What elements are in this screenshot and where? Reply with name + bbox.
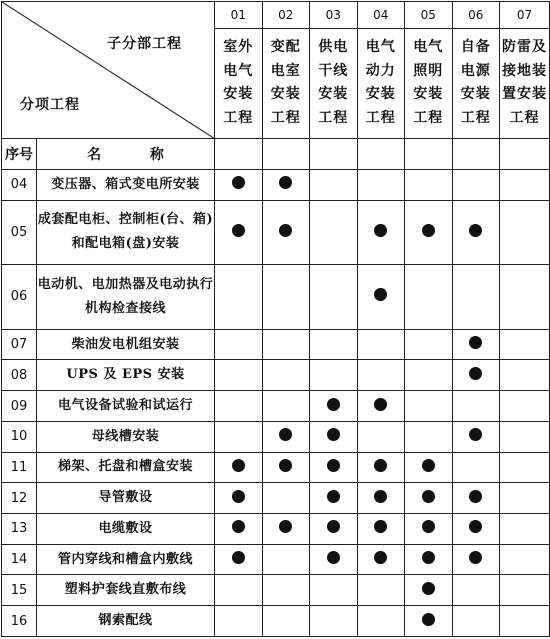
row-name: 导管敷设: [37, 483, 215, 514]
mark-cell-07: [500, 265, 550, 330]
mark-cell-01: [215, 421, 263, 452]
mark-cell-01: [215, 329, 263, 360]
column-name-line: 接地装: [502, 62, 547, 79]
column-name-line: 工程: [509, 109, 540, 126]
label-row-empty-cell: [215, 139, 263, 170]
filled-dot-icon: [232, 520, 245, 533]
filled-dot-icon: [374, 520, 387, 533]
row-seq: 04: [2, 169, 37, 200]
mark-cell-01: [215, 200, 263, 265]
column-name-line: 供电: [318, 39, 349, 56]
filled-dot-icon: [469, 490, 482, 503]
mark-cell-04: [357, 200, 405, 265]
filled-dot-icon: [232, 551, 245, 564]
mark-cell-06: [452, 391, 500, 422]
column-code-03: 03: [310, 2, 358, 29]
mark-cell-06: [452, 265, 500, 330]
column-code-06: 06: [452, 2, 500, 29]
mark-cell-01: [215, 514, 263, 545]
column-name-07: [500, 28, 550, 139]
name-column-label: [37, 139, 215, 170]
filled-dot-icon: [422, 520, 435, 533]
row-name: 电气设备试验和试运行: [37, 391, 215, 422]
mark-cell-05: [405, 169, 453, 200]
mark-cell-04: [357, 514, 405, 545]
mark-cell-07: [500, 514, 550, 545]
mark-cell-05: [405, 452, 453, 483]
mark-cell-04: [357, 329, 405, 360]
mark-cell-05: [405, 360, 453, 391]
mark-cell-06: [452, 606, 500, 637]
column-name-line: 动力: [365, 62, 396, 79]
column-name-line: 工程: [270, 109, 301, 126]
filled-dot-icon: [232, 176, 245, 189]
mark-cell-04: [357, 483, 405, 514]
mark-cell-03: [310, 329, 358, 360]
filled-dot-icon: [469, 224, 482, 237]
column-name-line: 电气: [413, 39, 444, 56]
column-name-03: [310, 28, 358, 139]
table-row: [2, 169, 550, 200]
filled-dot-icon: [422, 459, 435, 472]
filled-dot-icon: [374, 288, 387, 301]
row-name: 母线槽安装: [37, 421, 215, 452]
mark-cell-06: [452, 575, 500, 606]
column-name-line: 工程: [223, 109, 254, 126]
filled-dot-icon: [469, 520, 482, 533]
mark-cell-02: [262, 483, 310, 514]
row-seq: 08: [2, 360, 37, 391]
table-row: [2, 360, 550, 391]
table-row: [2, 265, 550, 330]
mark-cell-05: [405, 329, 453, 360]
filled-dot-icon: [232, 490, 245, 503]
row-seq: 09: [2, 391, 37, 422]
filled-dot-icon: [279, 520, 292, 533]
filled-dot-icon: [374, 490, 387, 503]
sub-item-label: 分项工程: [20, 97, 80, 113]
table-row: [2, 200, 550, 265]
column-name-line: 安装: [460, 86, 491, 103]
mark-cell-03: [310, 452, 358, 483]
mark-cell-03: [310, 514, 358, 545]
mark-cell-07: [500, 329, 550, 360]
label-row-empty-cell: [500, 139, 550, 170]
filled-dot-icon: [469, 551, 482, 564]
mark-cell-06: [452, 360, 500, 391]
column-name-line: 室外: [223, 39, 254, 56]
mark-cell-06: [452, 514, 500, 545]
column-name-lines: [310, 36, 357, 130]
filled-dot-icon: [279, 224, 292, 237]
diagonal-header-cell: [2, 2, 215, 139]
label-row-empty-cell: [310, 139, 358, 170]
table-row: [2, 329, 550, 360]
mark-cell-02: [262, 452, 310, 483]
mark-cell-01: [215, 169, 263, 200]
header-code-row: [2, 2, 550, 29]
mark-cell-06: [452, 452, 500, 483]
row-seq: 13: [2, 514, 37, 545]
mark-cell-04: [357, 575, 405, 606]
mark-cell-06: [452, 169, 500, 200]
filled-dot-icon: [374, 459, 387, 472]
mark-cell-04: [357, 421, 405, 452]
table-row: [2, 391, 550, 422]
column-name-05: [405, 28, 453, 139]
filled-dot-icon: [422, 551, 435, 564]
row-seq: 16: [2, 606, 37, 637]
column-name-line: 自备: [460, 39, 491, 56]
filled-dot-icon: [327, 490, 340, 503]
mark-cell-01: [215, 544, 263, 575]
mark-cell-02: [262, 514, 310, 545]
table-row: [2, 421, 550, 452]
mark-cell-06: [452, 329, 500, 360]
column-name-line: 电室: [270, 62, 301, 79]
filled-dot-icon: [422, 613, 435, 626]
column-name-line: 电气: [223, 62, 254, 79]
row-name: 管内穿线和槽盒内敷线: [37, 544, 215, 575]
name-column-label-text: 名 称: [87, 147, 186, 164]
column-name-lines: [358, 36, 405, 130]
filled-dot-icon: [279, 459, 292, 472]
row-seq: 05: [2, 200, 37, 265]
mark-cell-02: [262, 329, 310, 360]
mark-cell-03: [310, 606, 358, 637]
label-row-empty-cell: [357, 139, 405, 170]
filled-dot-icon: [422, 582, 435, 595]
table-row: [2, 544, 550, 575]
mark-cell-02: [262, 575, 310, 606]
filled-dot-icon: [279, 176, 292, 189]
row-seq: 06: [2, 265, 37, 330]
mark-cell-01: [215, 452, 263, 483]
mark-cell-05: [405, 514, 453, 545]
column-code-04: 04: [357, 2, 405, 29]
mark-cell-07: [500, 544, 550, 575]
column-name-line: 电源: [460, 62, 491, 79]
mark-cell-06: [452, 544, 500, 575]
mark-cell-01: [215, 391, 263, 422]
mark-cell-03: [310, 391, 358, 422]
mark-cell-07: [500, 483, 550, 514]
filled-dot-icon: [327, 428, 340, 441]
mark-cell-07: [500, 606, 550, 637]
filled-dot-icon: [469, 367, 482, 380]
mark-cell-05: [405, 391, 453, 422]
seq-column-label: 序号: [2, 139, 37, 170]
mark-cell-02: [262, 544, 310, 575]
mark-cell-07: [500, 575, 550, 606]
label-row-empty-cell: [452, 139, 500, 170]
row-seq: 11: [2, 452, 37, 483]
column-name-line: 安装: [270, 86, 301, 103]
mark-cell-01: [215, 360, 263, 391]
filled-dot-icon: [232, 224, 245, 237]
column-name-line: 置安装: [502, 86, 547, 103]
column-name-line: 电气: [365, 39, 396, 56]
filled-dot-icon: [327, 459, 340, 472]
mark-cell-06: [452, 483, 500, 514]
mark-cell-03: [310, 169, 358, 200]
table-row: [2, 575, 550, 606]
mark-cell-04: [357, 360, 405, 391]
filled-dot-icon: [279, 428, 292, 441]
filled-dot-icon: [232, 459, 245, 472]
mark-cell-04: [357, 391, 405, 422]
mark-cell-02: [262, 421, 310, 452]
column-name-line: 安装: [365, 86, 396, 103]
filled-dot-icon: [327, 398, 340, 411]
column-code-07: 07: [500, 2, 550, 29]
row-name: 电缆敷设: [37, 514, 215, 545]
row-seq: 14: [2, 544, 37, 575]
row-name: 柴油发电机组安装: [37, 329, 215, 360]
column-name-lines: [405, 36, 452, 130]
column-name-line: 工程: [413, 109, 444, 126]
mark-cell-03: [310, 200, 358, 265]
column-name-lines: [453, 36, 500, 130]
filled-dot-icon: [469, 336, 482, 349]
mark-cell-02: [262, 200, 310, 265]
mark-cell-05: [405, 575, 453, 606]
mark-cell-05: [405, 265, 453, 330]
column-code-01: 01: [215, 2, 263, 29]
mark-cell-02: [262, 265, 310, 330]
mark-cell-04: [357, 544, 405, 575]
mark-cell-04: [357, 606, 405, 637]
project-division-table: [1, 1, 550, 637]
column-name-line: 工程: [318, 109, 349, 126]
column-name-line: 干线: [318, 62, 349, 79]
mark-cell-03: [310, 483, 358, 514]
row-seq: 10: [2, 421, 37, 452]
table-row: [2, 452, 550, 483]
mark-cell-04: [357, 265, 405, 330]
label-row-empty-cell: [262, 139, 310, 170]
column-name-line: 安装: [413, 86, 444, 103]
row-name: 塑料护套线直敷布线: [37, 575, 215, 606]
mark-cell-01: [215, 575, 263, 606]
mark-cell-06: [452, 200, 500, 265]
mark-cell-03: [310, 421, 358, 452]
mark-cell-07: [500, 169, 550, 200]
filled-dot-icon: [327, 520, 340, 533]
filled-dot-icon: [469, 428, 482, 441]
column-name-line: 工程: [460, 109, 491, 126]
mark-cell-05: [405, 200, 453, 265]
table-row: [2, 606, 550, 637]
column-name-line: 安装: [318, 86, 349, 103]
mark-cell-07: [500, 452, 550, 483]
mark-cell-06: [452, 421, 500, 452]
column-label-row: [2, 139, 550, 170]
row-seq: 15: [2, 575, 37, 606]
mark-cell-03: [310, 360, 358, 391]
mark-cell-02: [262, 391, 310, 422]
filled-dot-icon: [422, 224, 435, 237]
column-code-02: 02: [262, 2, 310, 29]
mark-cell-05: [405, 483, 453, 514]
row-name: 变压器、箱式变电所安装: [37, 169, 215, 200]
column-name-02: [262, 28, 310, 139]
column-name-lines: [263, 36, 310, 130]
column-name-line: 变配: [270, 39, 301, 56]
filled-dot-icon: [374, 224, 387, 237]
column-name-04: [357, 28, 405, 139]
column-name-lines: [215, 36, 262, 130]
mark-cell-01: [215, 606, 263, 637]
column-name-01: [215, 28, 263, 139]
row-name: 成套配电柜、控制柜(台、箱)和配电箱(盘)安装: [37, 200, 215, 265]
mark-cell-07: [500, 360, 550, 391]
label-row-empty-cell: [405, 139, 453, 170]
table-row: [2, 483, 550, 514]
column-name-line: 工程: [365, 109, 396, 126]
filled-dot-icon: [327, 551, 340, 564]
row-seq: 12: [2, 483, 37, 514]
mark-cell-03: [310, 575, 358, 606]
mark-cell-04: [357, 452, 405, 483]
mark-cell-05: [405, 544, 453, 575]
column-name-line: 照明: [413, 62, 444, 79]
row-seq: 07: [2, 329, 37, 360]
mark-cell-01: [215, 265, 263, 330]
mark-cell-02: [262, 360, 310, 391]
row-name: 钢索配线: [37, 606, 215, 637]
mark-cell-02: [262, 606, 310, 637]
column-name-line: 安装: [223, 86, 254, 103]
column-name-06: [452, 28, 500, 139]
diagonal-line: [2, 2, 214, 138]
row-name: UPS 及 EPS 安装: [37, 360, 215, 391]
filled-dot-icon: [374, 398, 387, 411]
column-code-05: 05: [405, 2, 453, 29]
sub-division-label: 子分部工程: [107, 36, 182, 52]
row-name: 电动机、电加热器及电动执行机构检查接线: [37, 265, 215, 330]
mark-cell-04: [357, 169, 405, 200]
mark-cell-05: [405, 606, 453, 637]
mark-cell-01: [215, 483, 263, 514]
column-name-lines: [500, 36, 549, 130]
row-name: 梯架、托盘和槽盒安装: [37, 452, 215, 483]
mark-cell-05: [405, 421, 453, 452]
mark-cell-03: [310, 265, 358, 330]
column-name-line: 防雷及: [502, 39, 547, 56]
mark-cell-03: [310, 544, 358, 575]
mark-cell-07: [500, 391, 550, 422]
filled-dot-icon: [374, 551, 387, 564]
mark-cell-02: [262, 169, 310, 200]
mark-cell-07: [500, 200, 550, 265]
filled-dot-icon: [422, 490, 435, 503]
table-row: [2, 514, 550, 545]
mark-cell-07: [500, 421, 550, 452]
